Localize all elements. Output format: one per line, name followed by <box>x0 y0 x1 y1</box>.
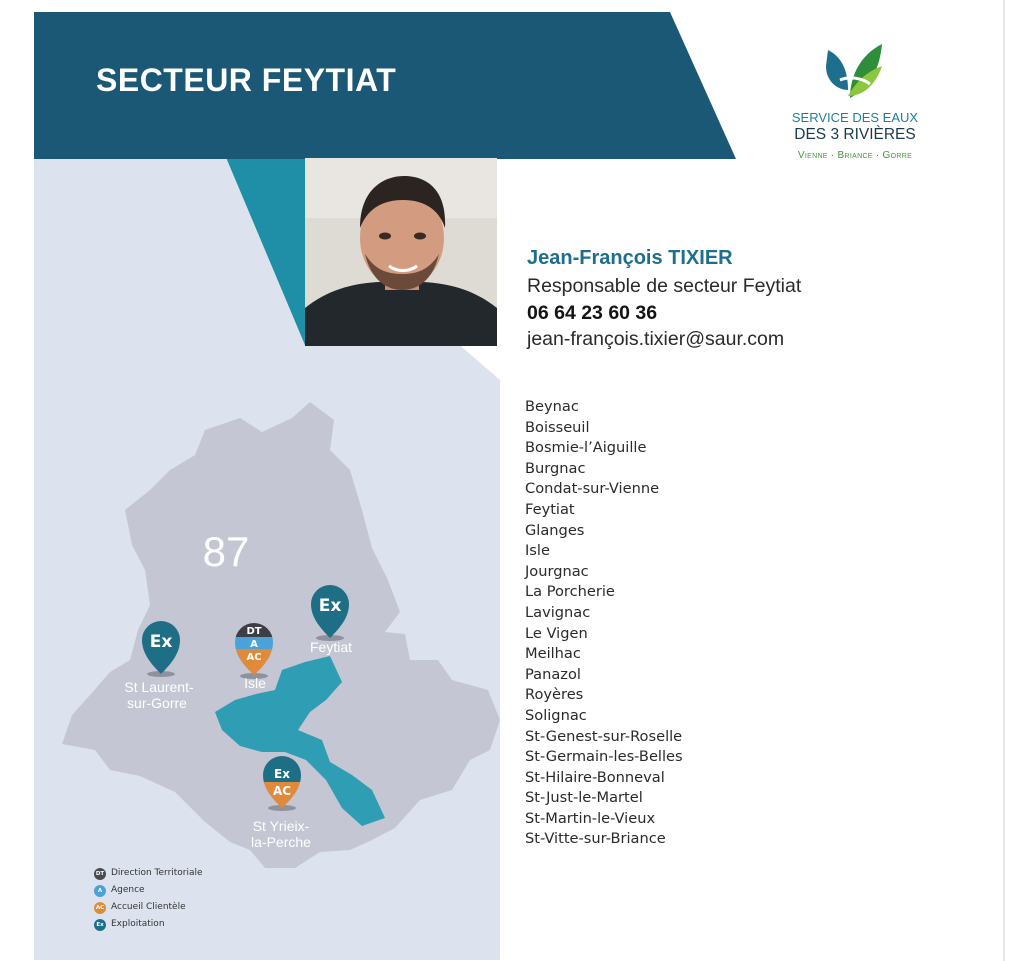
commune-item: St-Hilaire-Bonneval <box>525 768 665 786</box>
commune-item: Lavignac <box>525 603 591 621</box>
legend-label: Accueil Clientèle <box>111 902 186 912</box>
commune-item: Glanges <box>525 521 585 539</box>
department-map <box>0 380 510 880</box>
commune-item: Solignac <box>525 706 587 724</box>
commune-item: St-Genest-sur-Roselle <box>525 727 683 745</box>
leaf-logo-icon <box>820 38 890 108</box>
pin-label: la-Perche <box>251 834 311 850</box>
legend-label: Agence <box>111 885 145 895</box>
logo-rivers: Vienne · Briance · Gorre <box>797 150 913 161</box>
page-title: SECTEUR FEYTIAT <box>96 62 397 98</box>
commune-item: St-Germain-les-Belles <box>525 748 683 766</box>
legend-dot: DT <box>94 868 106 880</box>
pin-badge: Ex <box>149 632 173 652</box>
commune-item: Bosmie-l’Aiguille <box>525 439 647 457</box>
commune-item: La Porcherie <box>525 583 615 601</box>
pin-label: St Yrieix- <box>252 818 310 834</box>
legend-label: Exploitation <box>111 919 165 929</box>
contact-email[interactable]: jean-françois.tixier@saur.com <box>527 328 785 350</box>
commune-item: St-Martin-le-Vieux <box>525 809 656 827</box>
contact-name: Jean-François TIXIER <box>527 247 733 269</box>
commune-item: Beynac <box>525 398 579 415</box>
commune-item: St-Just-le-Martel <box>525 789 643 807</box>
legend-label: Direction Territoriale <box>111 868 203 878</box>
pin-label: Feytiat <box>309 639 353 655</box>
brand-logo <box>782 38 932 168</box>
commune-item: Royères <box>525 686 584 704</box>
commune-item: Boisseuil <box>525 418 590 436</box>
commune-item: Jourgnac <box>525 562 589 580</box>
commune-item: Panazol <box>525 665 581 683</box>
commune-item: Feytiat <box>525 500 575 518</box>
commune-item: Isle <box>525 542 550 560</box>
commune-item: Le Vigen <box>525 624 588 642</box>
commune-item: Condat-sur-Vienne <box>525 480 660 498</box>
pin-label: Isle <box>244 675 266 691</box>
contact-role: Responsable de secteur Feytiat <box>527 275 802 297</box>
pin-badge: Ex <box>274 767 290 781</box>
contact-block <box>527 247 801 351</box>
commune-item: St-Vitte-sur-Briance <box>525 830 666 848</box>
department-number: 87 <box>202 528 250 575</box>
commune-item: Meilhac <box>525 645 581 663</box>
pin-badge: Ex <box>318 596 342 616</box>
pin-badge: DT <box>246 626 262 637</box>
logo-line-1: SERVICE DES EAUX <box>791 110 919 125</box>
commune-item: Burgnac <box>525 459 586 477</box>
pin-label: St Laurent- <box>124 679 194 695</box>
logo-line-2: DES 3 RIVIÈRES <box>794 126 916 143</box>
contact-phone[interactable]: 06 64 23 60 36 <box>527 302 658 324</box>
pin-badge: A <box>250 639 258 650</box>
pin-badge: AC <box>272 784 292 798</box>
pin-badge: AC <box>246 652 262 663</box>
pin-label: sur-Gorre <box>127 695 187 711</box>
portrait-photo <box>305 158 497 346</box>
communes-list <box>525 397 683 850</box>
legend-dot: Ex <box>94 919 106 931</box>
legend-dot: AC <box>94 902 106 914</box>
legend-dot: A <box>94 885 106 897</box>
